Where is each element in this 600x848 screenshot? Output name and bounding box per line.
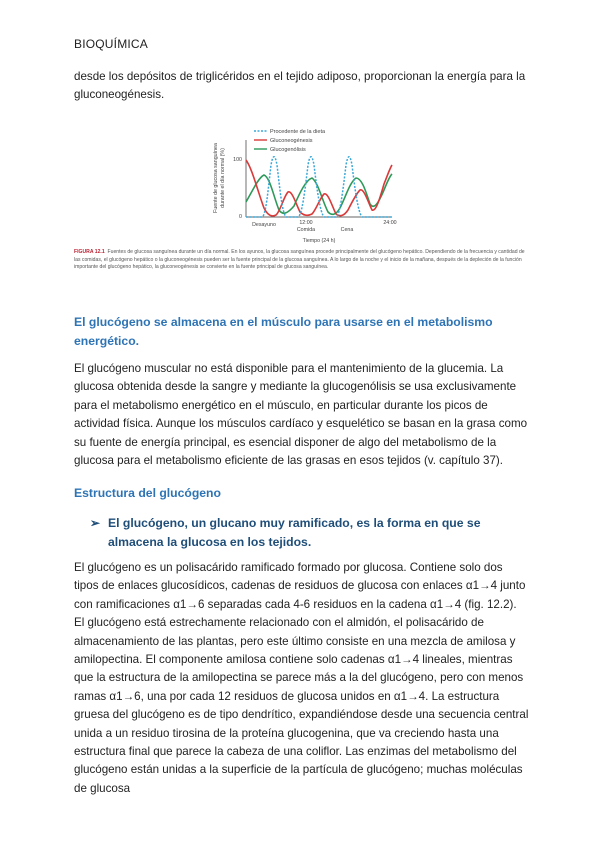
structure-paragraph: El glucógeno es un polisacárido ramificado formado por glucosa. Contiene solo dos tipos de enlaces glucosídicos, cadenas de residuos de glucosa con enlaces α1→4 junto con ramificaciones α1→6 separadas cada 4-6 residuos en la cadena α1→4 (fig. 12.2). El glucógeno está estrechamente relacionado con el almidón, el polisacárido de almacenamiento de las plantas, pero este último consiste en una mezcla de amilosa y amilopectina. El componente amilosa contiene solo cadenas α1→4 lineales, mientras que la estructura de la amilopectina se parece más a la del glucógeno, pero con menos ramas α1→6, una por cada 12 residuos de glucosa unidos en α1→4. La estructura gruesa del glucógeno es de tipo dendrítico, expandiéndose desde una secuencia central unida a un residuo tirosina de la proteína glucogenina, que va creciendo hasta una estructura final que parece la cabeza de una coliflor. Las enzimas del metabolismo del glucógeno están unidas a la superficie de la partícula de glucógeno; muchas moléculas de glucosa bbox=[74, 561, 529, 795]
section-heading-structure: Estructura del glucógeno bbox=[74, 486, 221, 500]
legend-diet: Procedente de la dieta bbox=[270, 129, 326, 135]
y-axis-label-2: durante el día normal (%) bbox=[220, 148, 226, 208]
glucose-source-chart bbox=[74, 120, 530, 248]
caption-label: FIGURA 12.1 bbox=[74, 249, 105, 255]
y-axis-label-1: Fuente de glucosa sanguínea bbox=[213, 143, 219, 213]
x-tick-comida: Comida bbox=[296, 227, 316, 233]
legend-glycogen: Glucogenólisis bbox=[270, 147, 306, 153]
arrow-icon: ➢ bbox=[90, 516, 101, 530]
legend-gluconeo: Gluconeogénesis bbox=[270, 138, 313, 144]
x-tick-cena: Cena bbox=[340, 227, 354, 233]
figure bbox=[74, 120, 530, 305]
x-tick-1200: 12:00 bbox=[299, 220, 313, 226]
bullet-point bbox=[90, 514, 530, 551]
figure-caption bbox=[74, 249, 530, 272]
caption-text: Fuentes de glucosa sanguínea durante un día normal. En los ayunos, la glucosa sanguínea procede principalmente del glucógeno hepático. Dependiendo de la frecuencia y cantidad de las comidas, el glucógeno hepático o la gluconeogénesis pueden ser la fuente principal de la glucosa sanguínea. A lo largo de la noche y el inicio de la mañana, después de la depleción de la función importante del glucógeno hepático, la gluconeogénesis se convierte en la fuente principal de glucosa sanguínea. bbox=[74, 249, 525, 271]
y-tick-100: 100 bbox=[233, 157, 242, 163]
diet-curve bbox=[246, 157, 392, 217]
page-header: BIOQUÍMICA bbox=[74, 37, 149, 51]
y-tick-0: 0 bbox=[239, 214, 242, 220]
bullet-text: El glucógeno, un glucano muy ramificado, es la forma en que se almacena la glucosa en los tejidos. bbox=[108, 516, 481, 549]
intro-paragraph: desde los depósitos de triglicéridos en el tejido adiposo, proporcionan la energía para la gluconeogénesis. bbox=[74, 70, 526, 102]
x-axis-label: Tiempo (24 h) bbox=[302, 238, 336, 244]
x-tick-2400: 24:00 bbox=[383, 220, 397, 226]
x-tick-desayuno: Desayuno bbox=[252, 222, 276, 228]
muscle-paragraph: El glucógeno muscular no está disponible para el mantenimiento de la glucemia. La glucosa obtenida desde la sangre y mediante la glucogenólisis se usa exclusivamente para el metabolismo energético en el músculo, en particular durante los picos de actividad física. Aunque los músculos cardíaco y esquelético se basan en la grasa como su fuente de energía principal, es esencial disponer de algo del metabolismo de la glucosa para el metabolismo eficiente de las grasas en esos tejidos (v. capítulo 37). bbox=[74, 362, 528, 468]
section-heading-muscle: El glucógeno se almacena en el músculo para usarse en el metabolismo energético. bbox=[74, 315, 493, 348]
